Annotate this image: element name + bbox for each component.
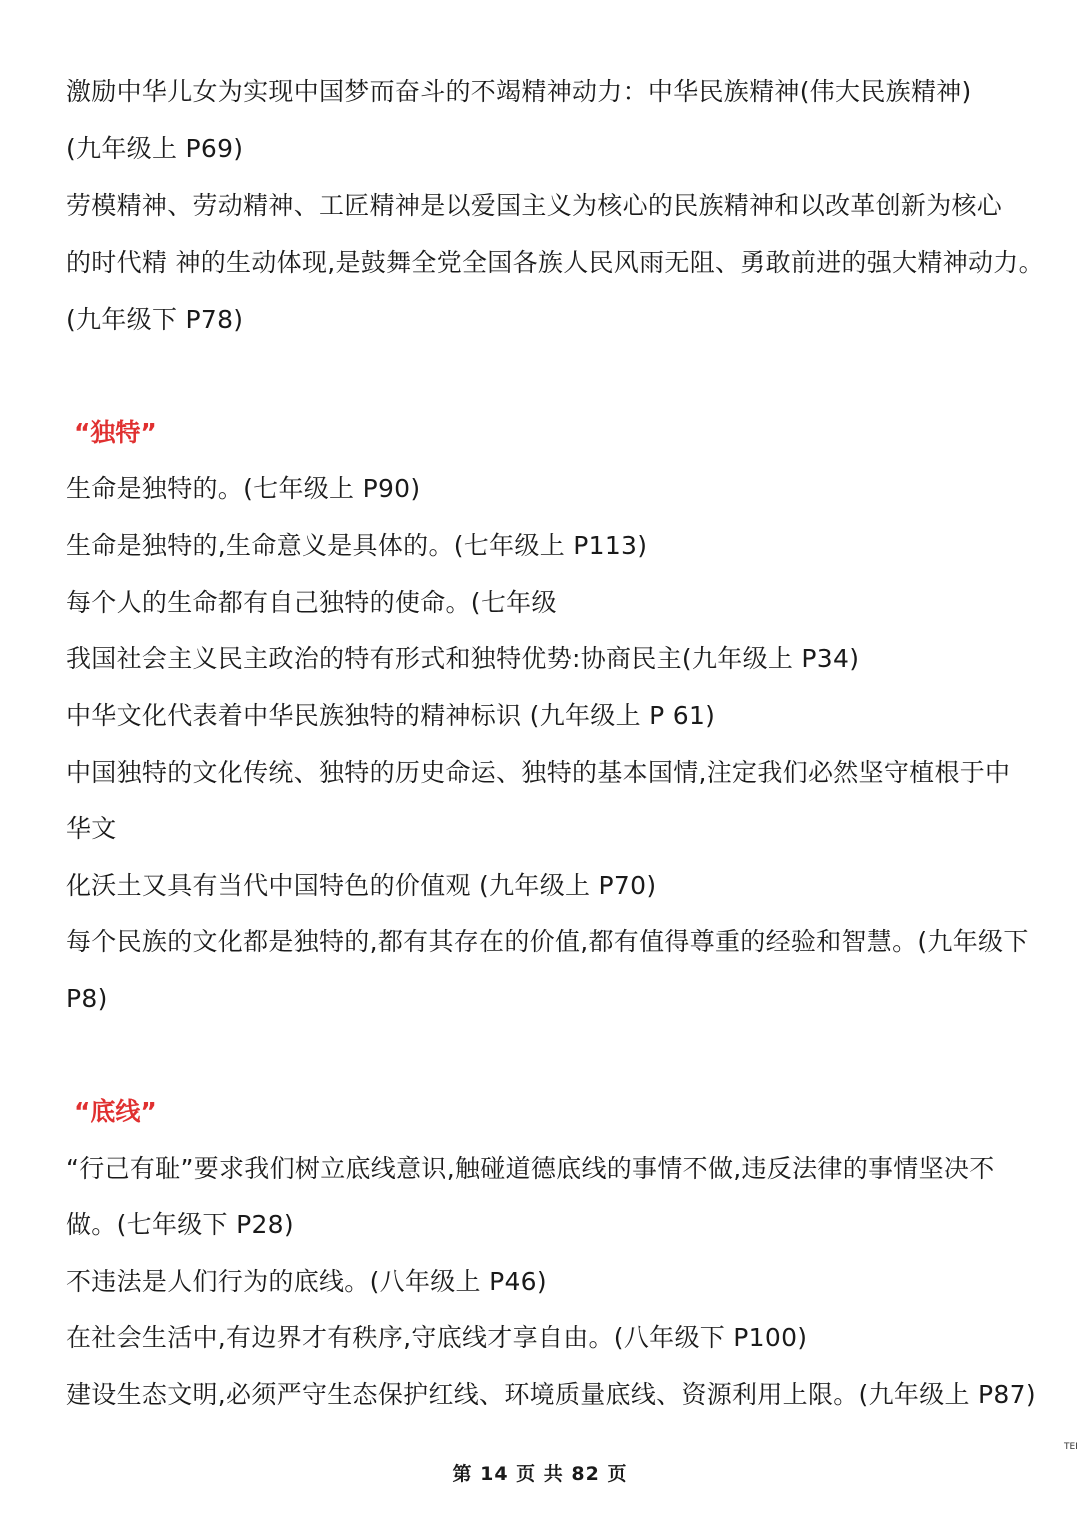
text-line: 在社会生活中,有边界才有秩序,守底线才享自由。(八年级下 P100) — [66, 1323, 808, 1352]
corner-mark: TEI — [1064, 1442, 1078, 1452]
text-line: 做。(七年级下 P28) — [66, 1210, 294, 1239]
section-heading-unique: “独特” — [74, 418, 157, 447]
text-line: P8) — [66, 984, 108, 1013]
text-line: 每个人的生命都有自己独特的使命。(七年级 — [66, 588, 557, 617]
text-line: 中国独特的文化传统、独特的历史命运、独特的基本国情,注定我们必然坚守植根于中 — [66, 758, 1011, 787]
section-heading-bottom-line: “底线” — [74, 1097, 157, 1126]
text-line: 中华文化代表着中华民族独特的精神标识 (九年级上 P 61) — [66, 701, 716, 730]
text-line: 我国社会主义民主政治的特有形式和独特优势:协商民主(九年级上 P34) — [66, 644, 860, 673]
text-line: (九年级下 P78) — [66, 305, 244, 334]
text-line: 生命是独特的。(七年级上 P90) — [66, 474, 421, 503]
page-number-footer: 第 14 页 共 82 页 — [452, 1463, 628, 1485]
text-line: 的时代精 神的生动体现,是鼓舞全党全国各族人民风雨无阻、勇敢前进的强大精神动力。 — [66, 248, 1044, 277]
text-line: 华文 — [66, 814, 117, 843]
text-line: 建设生态文明,必须严守生态保护红线、环境质量底线、资源利用上限。(九年级上 P87) — [66, 1380, 1036, 1409]
text-line: 不违法是人们行为的底线。(八年级上 P46) — [66, 1267, 547, 1296]
text-line: 激励中华儿女为实现中国梦而奋斗的不竭精神动力：中华民族精神(伟大民族精神) — [66, 77, 972, 106]
text-line: 化沃土又具有当代中国特色的价值观 (九年级上 P70) — [66, 871, 657, 900]
text-line: (九年级上 P69) — [66, 134, 244, 163]
text-line: 生命是独特的,生命意义是具体的。(七年级上 P113) — [66, 531, 648, 560]
text-line: 劳模精神、劳动精神、工匠精神是以爱国主义为核心的民族精神和以改革创新为核心 — [66, 191, 1003, 220]
text-line: 每个民族的文化都是独特的,都有其存在的价值,都有值得尊重的经验和智慧。(九年级下 — [66, 927, 1029, 956]
text-line: “行己有耻”要求我们树立底线意识,触碰道德底线的事情不做,违反法律的事情坚决不 — [66, 1154, 995, 1183]
